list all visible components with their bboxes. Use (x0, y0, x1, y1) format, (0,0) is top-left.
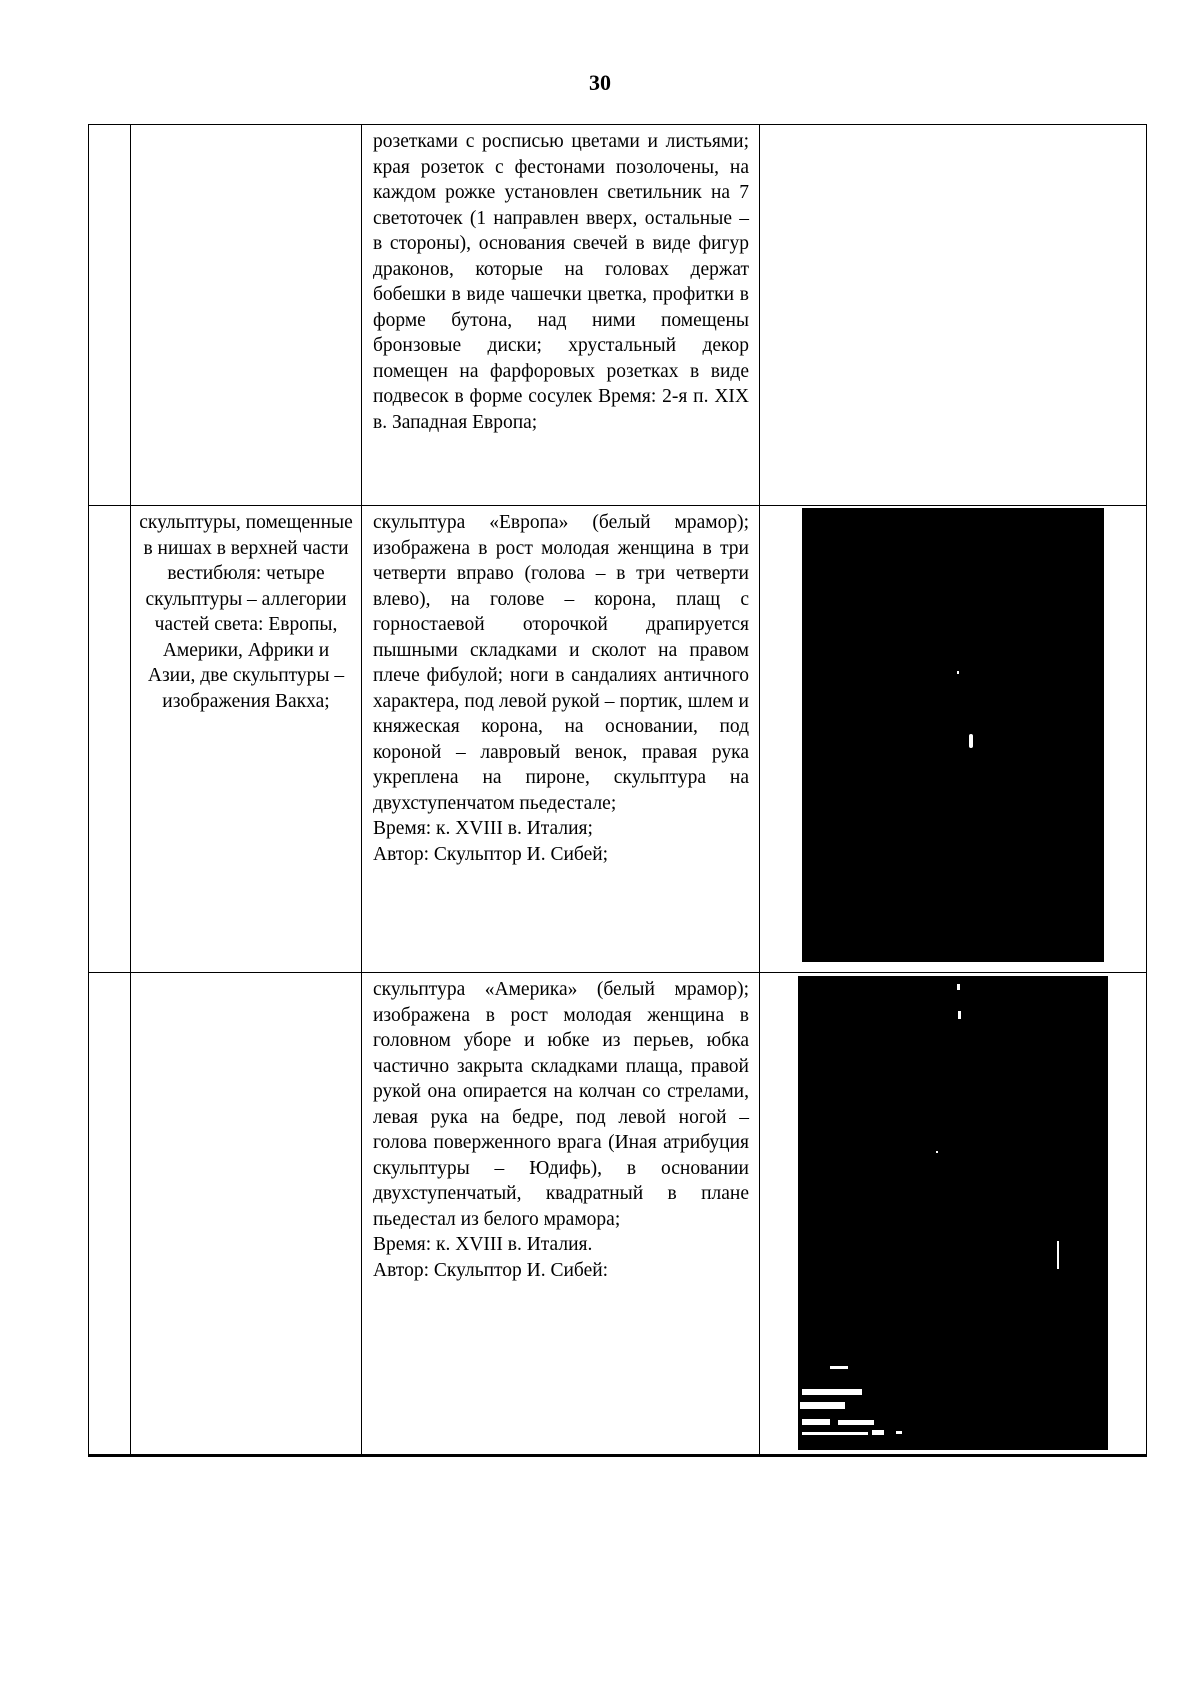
photo-cell (760, 973, 1147, 1456)
category-cell (131, 973, 362, 1456)
table-row (89, 125, 1147, 506)
photo-cell (760, 125, 1147, 506)
photo-cell (760, 506, 1147, 973)
row-number-cell (89, 125, 131, 506)
description-text: розетками с росписью цветами и листьями; края розеток с фестонами позолочены, на каждом рожке установлен светильник на 7 светоточек (1 направлен вверх, остальные – в стороны), основания свечей в виде фигур драконов, которые на головах держат бобешки в виде чашечки цветка, профитки в форме бутона, над ними помещены бронзовые диски; хрустальный декор помещен на фарфоровых розетках в виде подвесок в форме сосулек Время: 2-я п. XIX в. Западная Европа; (373, 131, 749, 433)
description-text: скульптура «Европа» (белый мрамор); изображена в рост молодая женщина в три четверти вправо (голова – в три четверти влево), на голове – корона, плащ с горностаевой оторочкой драпируется пышными складками и сколот на правом плече фибулой; ноги в сандалиях античного характера, под левой рукой – портик, шлем и княжеская корона, на основании, под короной – лавровый венок, правая рука укреплена на пироне, скульптура на двухступенчатом пьедестале; (373, 512, 749, 814)
time-text: Время: к. XVIII в. Италия; (373, 818, 593, 839)
author-text: Автор: Скульптор И. Сибей: (373, 1259, 609, 1281)
table-row (89, 973, 1147, 1456)
row-number-cell (89, 506, 131, 973)
page-number: 30 (589, 70, 611, 95)
table-row (89, 506, 1147, 973)
description-cell (362, 973, 760, 1456)
category-cell (131, 506, 362, 973)
description-cell (362, 506, 760, 973)
description-text: скульптура «Америка» (белый мрамор); изображена в рост молодая женщина в головном уборе и юбке из перьев, юбка частично закрыта складками плаща, правой рукой она опирается на колчан со стрелами, левая рука на бедре, под левой ногой – голова поверженного врага (Иная атрибуция скульптуры – Юдифь), в основании двухступенчатый, квадратный в плане пьедестал из белого мрамора; (373, 979, 749, 1230)
category-cell (131, 125, 362, 506)
description-cell (362, 125, 760, 506)
author-text: Автор: Скульптор И. Сибей; (373, 843, 609, 865)
inventory-table (88, 124, 1147, 1457)
sculpture-america-photo (798, 976, 1108, 1450)
row-number-cell (89, 973, 131, 1456)
category-text: скульптуры, помещенные в нишах в верхней части вестибюля: четыре скульптуры – аллегории частей света: Европы, Америки, Африки и Азии, две скульптуры – изображения Вакха; (139, 512, 353, 712)
time-text: Время: к. XVIII в. Италия. (373, 1234, 593, 1255)
sculpture-europa-photo (802, 508, 1104, 962)
